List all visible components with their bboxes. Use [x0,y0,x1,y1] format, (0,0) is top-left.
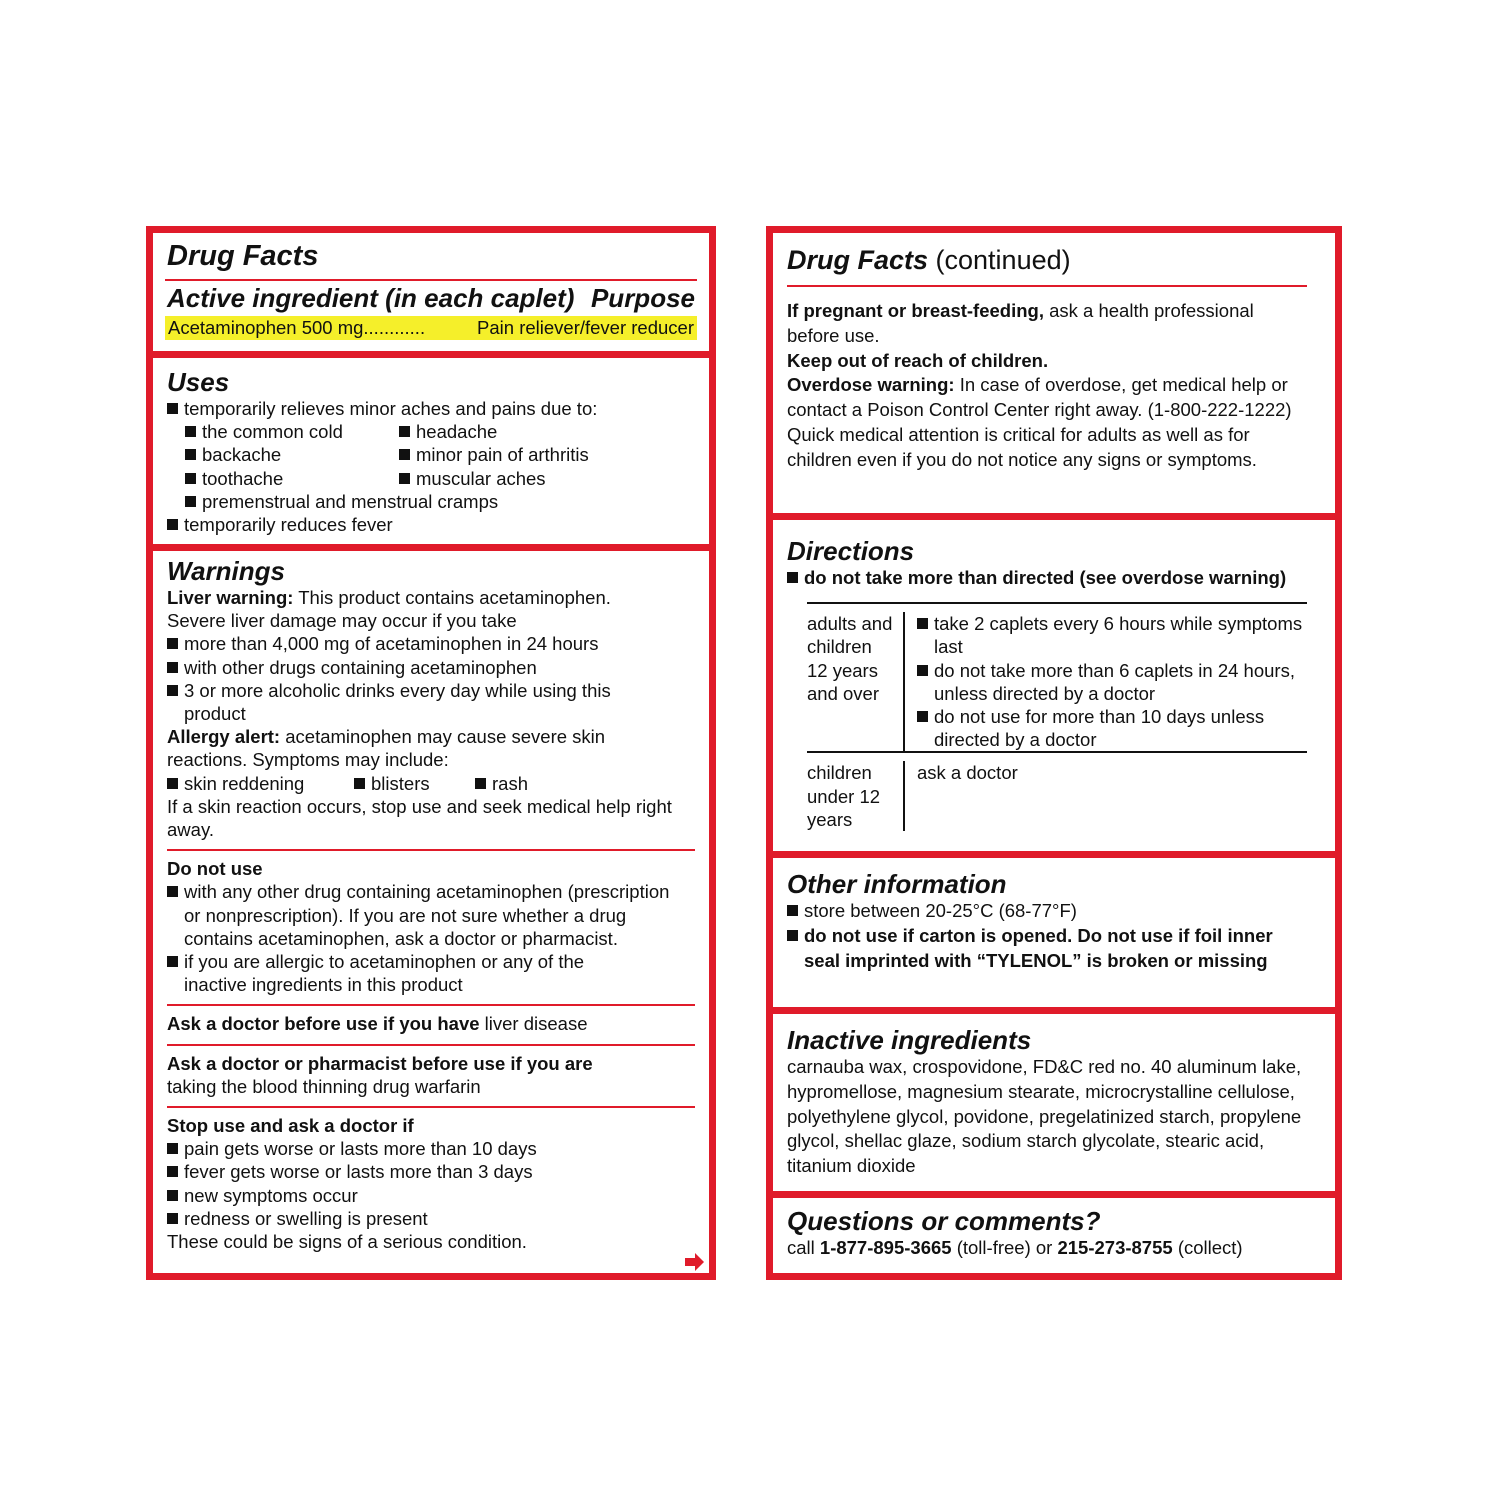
list-item: store between 20-25°C (68-77°F) [787,899,1321,924]
list-item: do not use for more than 10 days unless directed by a doctor [917,705,1307,751]
list-item: if you are allergic to acetaminophen or any of the inactive ingredients in this product [167,950,644,996]
questions-section: Questions or comments? call 1-877-895-3665 (toll-free) or 215-273-8755 (collect) [787,1206,1321,1259]
toll-free-phone: 1-877-895-3665 [819,1237,952,1258]
directions-section [787,536,1307,831]
ask-pharmacist-label: Ask a doctor or pharmacist before use if you are [167,1052,593,1074]
dosage-age-adults: adults and children 12 years and over [807,612,905,751]
drug-facts-panel-left [146,226,716,1280]
other-information-section [787,869,1321,973]
dosage-children-text: ask a doctor [917,762,1018,784]
warnings-title: Warnings [167,556,285,586]
list-item: new symptoms occur [167,1184,695,1207]
list-item: premenstrual and menstrual cramps [185,490,695,513]
inactive-ingredients-section [787,1025,1315,1179]
uses-title: Uses [167,367,230,397]
list-item: minor pain of arthritis [399,443,589,466]
other-information-title: Other information [787,869,1007,899]
list-item: redness or swelling is present [167,1207,695,1230]
ask-doctor-label: Ask a doctor before use if you have [167,1013,480,1035]
stop-use-title: Stop use and ask a doctor if [167,1115,414,1137]
collect-phone: 215-273-8755 [1057,1237,1173,1258]
list-item: temporarily relieves minor aches and pains due to: [167,397,695,420]
questions-title: Questions or comments? [787,1206,1101,1236]
list-item: take 2 caplets every 6 hours while symptoms last [917,612,1307,658]
list-item: fever gets worse or lasts more than 3 days [167,1160,695,1183]
liver-warning-label: Liver warning: [167,587,294,608]
list-item: backache [185,443,399,466]
uses-section [167,367,695,536]
list-item: with any other drug containing acetaminophen (prescription or nonprescription). If you are not sure whether a drug contains acetaminophen, ask a doctor or pharmacist. [167,880,674,950]
list-item: the common cold [185,420,399,443]
list-item: toothache [185,467,399,490]
drug-facts-panel-right [766,226,1342,1280]
list-item: skin reddening [167,772,354,795]
pregnant-label: If pregnant or breast-feeding, [787,300,1044,321]
inactive-ingredients-text: carnauba wax, crospovidone, FD&C red no. 40 aluminum lake, hypromellose, magnesium stearate, microcrystalline cellulose, polyethylene glycol, povidone, pregelatinized starch, propylene glycol, shellac glaze, sodium starch glycolate, stearic acid, titanium dioxide [787,1056,1302,1177]
inactive-ingredients-title: Inactive ingredients [787,1025,1032,1055]
drug-facts-title: Drug Facts [167,240,319,272]
right-arrow-icon [685,1253,705,1271]
list-item: muscular aches [399,467,546,490]
list-item: headache [399,420,497,443]
drug-facts-header [167,239,695,340]
list-item: more than 4,000 mg of acetaminophen in 24 hours [167,632,695,655]
dosage-age-children: children under 12 years [807,761,905,831]
directions-title: Directions [787,536,915,566]
list-item: pain gets worse or lasts more than 10 days [167,1137,695,1160]
continued-section: Drug Facts (continued) If pregnant or breast-feeding, ask a health professional before use. Keep out of reach of children. Overdose warning: In case of overdose, get medical help or contact a Poison Control Center right away. (1-800-222-1222) Quick medical attention is critical for adults as well as for children even if you do not notice any signs or symptoms. [787,243,1307,473]
ingredient-name: Acetaminophen 500 mg [168,317,364,338]
allergy-alert-label: Allergy alert: [167,726,281,748]
ingredient-purpose: Pain reliever/fever reducer [477,317,694,338]
active-ingredient-heading: Active ingredient (in each caplet) [167,283,575,313]
list-item: with other drugs containing acetaminophen [167,656,695,679]
list-item: temporarily reduces fever [167,513,695,536]
list-item: do not take more than 6 caplets in 24 hours, unless directed by a doctor [917,659,1307,705]
list-item: rash [475,772,528,795]
active-ingredient-row: Acetaminophen 500 mg............ Pain reliever/fever reducer [165,316,697,340]
list-item: 3 or more alcoholic drinks every day while using this product [167,679,674,725]
purpose-heading: Purpose [590,283,695,313]
list-item: blisters [354,772,475,795]
list-item: do not use if carton is opened. Do not use if foil inner seal imprinted with “TYLENOL” is broken or missing [787,924,1274,974]
keep-out-label: Keep out of reach of children. [787,349,1049,371]
warnings-section: Warnings Liver warning: This product contains acetaminophen. Severe liver damage may occur if you take more than 4,000 mg of acetaminophen in 24 hours with other drugs containing acetaminophen 3 or more alcoholic drinks every day while using this product Allergy alert: acetaminophen may cause severe skin reactions. Symptoms may include: skin reddening blisters rash If a skin reaction occurs, stop use and seek medical help right away. Do not use with any other drug containing acetaminophen (prescription or nonprescription). If you are not sure whether a drug contains acetaminophen, ask a doctor or pharmacist. if you are allergic to acetaminophen or any of the inactive ingredients in this product Ask a doctor before use if you have liver disease Ask a doctor or pharmacist before use if you are taking the blood thinning drug warfarin Stop use and ask a doctor if pain gets worse or lasts more than 10 days fever gets worse or lasts more than 3 days new symptoms occur redness or swelling is present These could be signs of a serious condition. [167,556,695,1253]
directions-lead: do not take more than directed (see overdose warning) [787,566,1307,589]
do-not-use-title: Do not use [167,858,263,880]
overdose-warning-label: Overdose warning: [787,374,955,396]
drug-facts-title-continued: Drug Facts [787,245,929,275]
